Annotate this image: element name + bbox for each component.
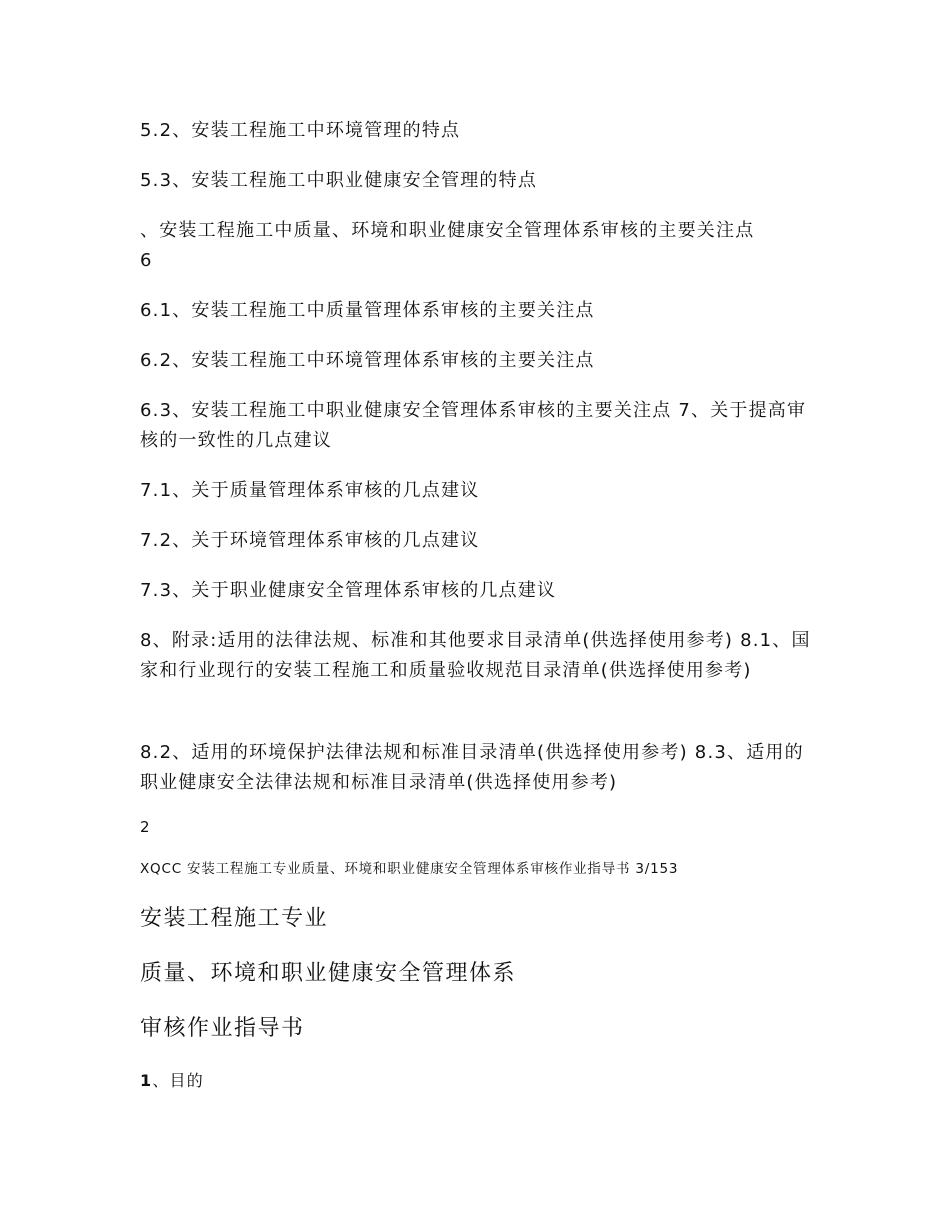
toc-line-6-2: 6.2、安装工程施工中环境管理体系审核的主要关注点 bbox=[140, 350, 595, 371]
toc-line-6-3: 6.3、安装工程施工中职业健康安全管理体系审核的主要关注点 7、关于提高审核的一致性的几点建议 bbox=[140, 400, 807, 451]
toc-line-5-3: 5.3、安装工程施工中职业健康安全管理的特点 bbox=[140, 170, 538, 191]
page-number: 2 bbox=[140, 818, 151, 836]
toc-line-6-number: 6 bbox=[140, 250, 153, 271]
title-line-3: 审核作业指导书 bbox=[140, 1016, 305, 1041]
section-heading bbox=[140, 1066, 820, 1096]
toc-line-8: 8、附录:适用的法律法规、标准和其他要求目录清单(供选择使用参考) 8.1、国家和行业现行的安装工程施工和质量验收规范目录清单(供选择使用参考) bbox=[140, 630, 811, 681]
running-header: XQCC 安装工程施工专业质量、环境和职业健康安全管理体系审核作业指导书 3/153 bbox=[140, 861, 679, 877]
toc-line-5-2: 5.2、安装工程施工中环境管理的特点 bbox=[140, 120, 461, 141]
title-line-1: 安装工程施工专业 bbox=[140, 906, 329, 931]
toc-line-7-2: 7.2、关于环境管理体系审核的几点建议 bbox=[140, 530, 480, 551]
section-label: 、目的 bbox=[152, 1071, 204, 1090]
toc-line-7-1: 7.1、关于质量管理体系审核的几点建议 bbox=[140, 480, 480, 501]
toc-line-6: 、安装工程施工中质量、环境和职业健康安全管理体系审核的主要关注点 bbox=[140, 220, 755, 241]
toc-line-8-2: 8.2、适用的环境保护法律法规和标准目录清单(供选择使用参考) 8.3、适用的职业健康安全法律法规和标准目录清单(供选择使用参考) bbox=[140, 742, 804, 793]
toc-line-7-3: 7.3、关于职业健康安全管理体系审核的几点建议 bbox=[140, 580, 557, 601]
toc-line-6-1: 6.1、安装工程施工中质量管理体系审核的主要关注点 bbox=[140, 300, 595, 321]
section-number: 1 bbox=[140, 1071, 153, 1090]
title-line-2: 质量、环境和职业健康安全管理体系 bbox=[140, 961, 517, 986]
